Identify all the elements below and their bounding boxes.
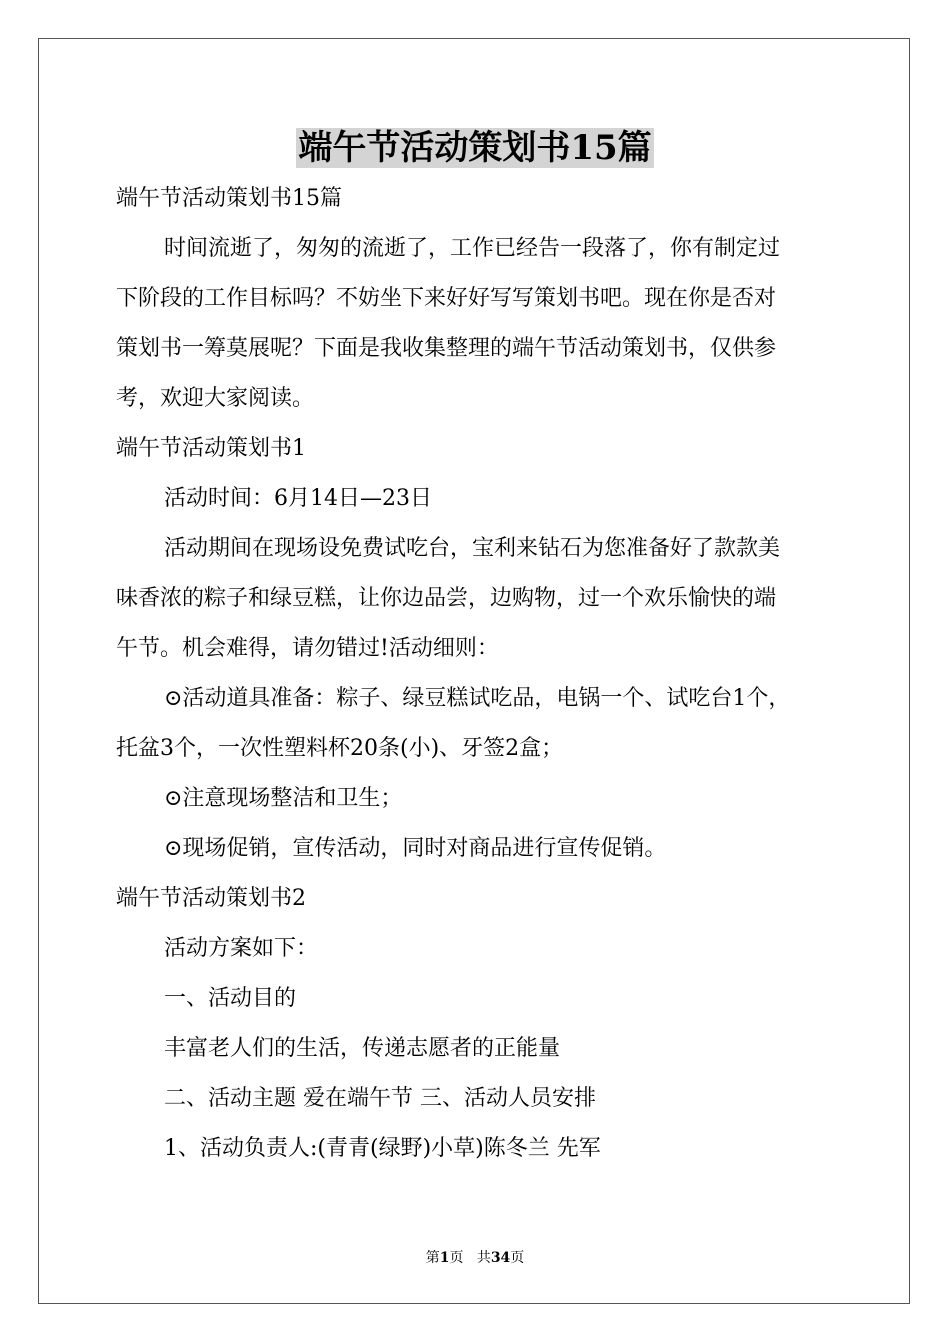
paragraph-line: 味香浓的粽子和绿豆糕，让你边品尝，边购物，过一个欢乐愉快的端 — [116, 586, 777, 611]
footer-total-suffix: 页 — [510, 1250, 525, 1266]
paragraph-line: 策划书一筹莫展呢？下面是我收集整理的端午节活动策划书，仅供参 — [116, 336, 777, 361]
document-title — [0, 122, 950, 174]
paragraph-line: ⊙现场促销，宣传活动，同时对商品进行宣传促销。 — [164, 836, 667, 861]
footer-page-suffix: 页 — [449, 1250, 464, 1266]
paragraph-line: ⊙活动道具准备：粽子、绿豆糕试吃品，电锅一个、试吃台1个， — [164, 686, 791, 711]
paragraph-line: 时间流逝了，匆匆的流逝了，工作已经告一段落了，你有制定过 — [164, 236, 781, 261]
paragraph-line: 二、活动主题 爱在端午节 三、活动人员安排 — [164, 1086, 596, 1111]
paragraph-line: 活动方案如下： — [164, 936, 319, 961]
paragraph-line: 活动期间在现场设免费试吃台，宝利来钻石为您准备好了款款美 — [164, 536, 781, 561]
paragraph-line: 端午节活动策划书2 — [116, 886, 306, 911]
paragraph-line: 活动时间：6月14日—23日 — [164, 486, 432, 511]
document-title-text: 端午节活动策划书15篇 — [298, 128, 652, 168]
footer-page-prefix: 第 — [425, 1250, 440, 1266]
paragraph-line: 端午节活动策划书1 — [116, 436, 306, 461]
paragraph-line: 午节。机会难得，请勿错过!活动细则： — [116, 636, 499, 661]
paragraph-line: ⊙注意现场整洁和卫生； — [164, 786, 403, 811]
paragraph-line: 端午节活动策划书15篇 — [116, 186, 342, 211]
page-footer — [0, 1248, 950, 1268]
document-body — [116, 174, 856, 1174]
footer-page-number: 1 — [439, 1250, 450, 1266]
footer-total-pages: 34 — [490, 1250, 511, 1266]
paragraph-line: 丰富老人们的生活，传递志愿者的正能量 — [164, 1036, 561, 1061]
paragraph-line: 考，欢迎大家阅读。 — [116, 386, 315, 411]
footer-total-prefix: 共 — [476, 1250, 491, 1266]
paragraph-line: 1、活动负责人:(青青(绿野)小草)陈冬兰 先军 — [164, 1136, 601, 1161]
paragraph-line: 托盆3个，一次性塑料杯20条(小)、牙签2盒； — [116, 736, 564, 761]
paragraph-line: 下阶段的工作目标吗？不妨坐下来好好写写策划书吧。现在你是否对 — [116, 286, 777, 311]
paragraph-line: 一、活动目的 — [164, 986, 297, 1011]
